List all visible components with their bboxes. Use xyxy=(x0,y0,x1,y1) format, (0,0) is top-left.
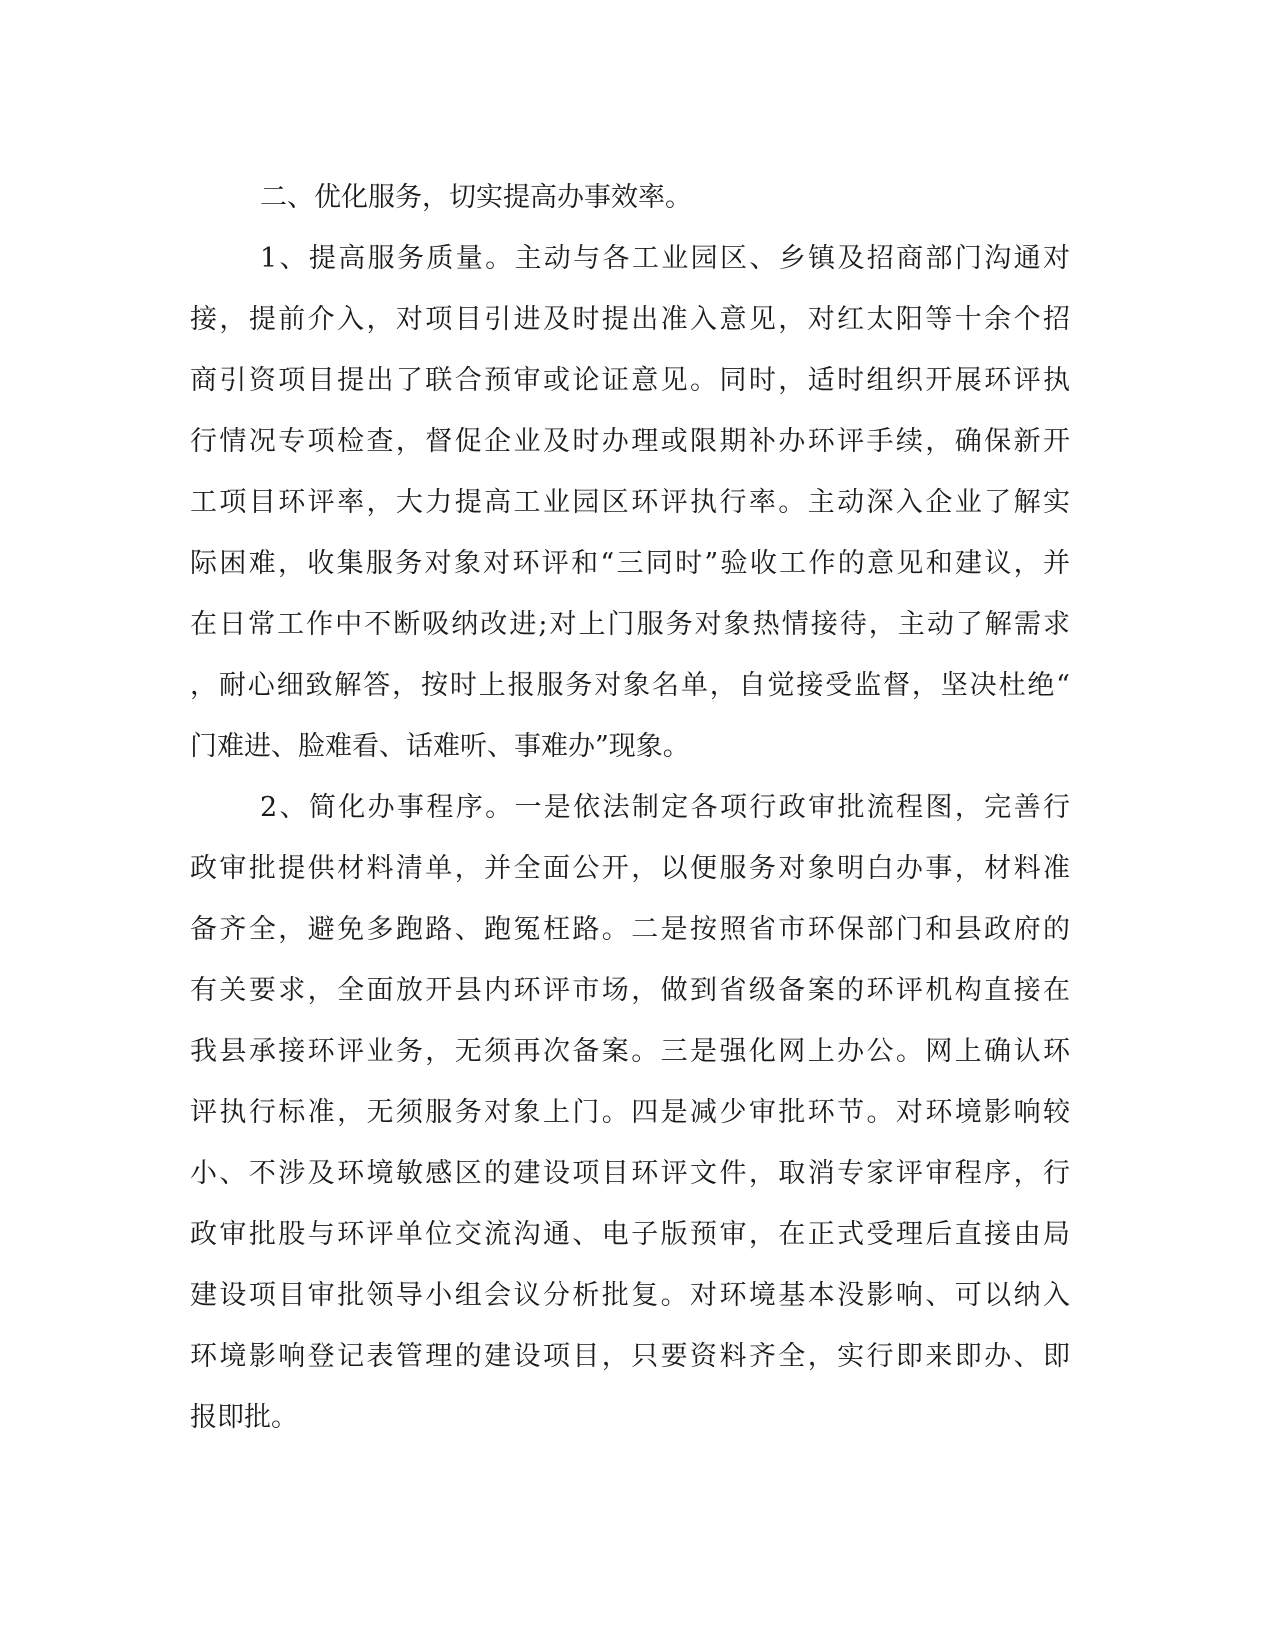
paragraph-line: 门难进、脸难看、话难听、事难办”现象。 xyxy=(190,731,690,762)
paragraph-line: 环境影响登记表管理的建设项目，只要资料齐全，实行即来即办、即 xyxy=(190,1341,1070,1372)
paragraph-line: 评执行标准，无须服务对象上门。四是减少审批环节。对环境影响较 xyxy=(190,1097,1070,1128)
paragraph-line: 政审批股与环评单位交流沟通、电子版预审，在正式受理后直接由局 xyxy=(190,1219,1070,1250)
paragraph-line: 在日常工作中不断吸纳改进;对上门服务对象热情接待，主动了解需求 xyxy=(190,609,1070,640)
paragraph-line: 备齐全，避免多跑路、跑冤枉路。二是按照省市环保部门和县政府的 xyxy=(190,914,1070,945)
paragraph-line: 2、简化办事程序。一是依法制定各项行政审批流程图，完善行 xyxy=(260,792,1070,823)
paragraph-line: 我县承接环评业务，无须再次备案。三是强化网上办公。网上确认环 xyxy=(190,1036,1070,1067)
paragraph-line: 际困难，收集服务对象对环评和“三同时”验收工作的意见和建议，并 xyxy=(190,548,1070,579)
paragraph-service-quality xyxy=(190,228,1070,777)
paragraph-line: 行情况专项检查，督促企业及时办理或限期补办环评手续，确保新开 xyxy=(190,426,1070,457)
paragraph-line: 工项目环评率，大力提高工业园区环评执行率。主动深入企业了解实 xyxy=(190,487,1070,518)
paragraph-line: ，耐心细致解答，按时上报服务对象名单，自觉接受监督，坚决杜绝“ xyxy=(190,670,1070,701)
paragraph-line: 有关要求，全面放开县内环评市场，做到省级备案的环评机构直接在 xyxy=(190,975,1070,1006)
section-heading: 二、优化服务，切实提高办事效率。 xyxy=(260,182,692,213)
paragraph-line: 1、提高服务质量。主动与各工业园区、乡镇及招商部门沟通对 xyxy=(260,243,1070,274)
document-body xyxy=(190,167,1070,1448)
paragraph-line: 商引资项目提出了联合预审或论证意见。同时，适时组织开展环评执 xyxy=(190,365,1070,396)
paragraph-line: 小、不涉及环境敏感区的建设项目环评文件，取消专家评审程序，行 xyxy=(190,1158,1070,1189)
paragraph-line: 政审批提供材料清单，并全面公开，以便服务对象明白办事，材料准 xyxy=(190,853,1070,884)
paragraph-simplify-procedures xyxy=(190,777,1070,1448)
paragraph-line: 建设项目审批领导小组会议分析批复。对环境基本没影响、可以纳入 xyxy=(190,1280,1070,1311)
paragraph-line: 报即批。 xyxy=(190,1402,298,1433)
paragraph-line: 接，提前介入，对项目引进及时提出准入意见，对红太阳等十余个招 xyxy=(190,304,1070,335)
